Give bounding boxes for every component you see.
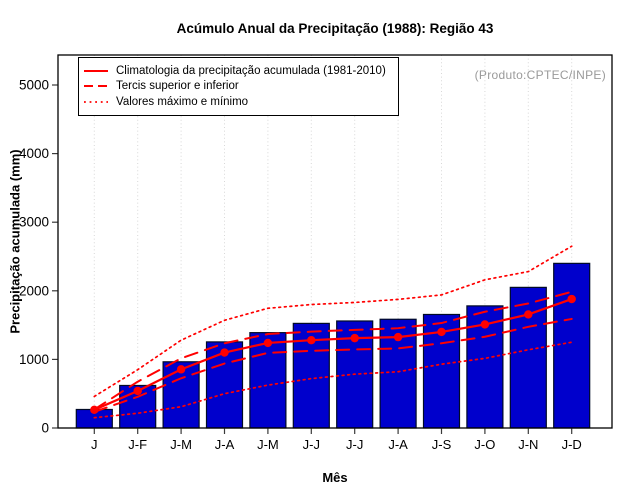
y-tick-label: 1000	[18, 351, 49, 367]
legend-dotted-line-icon	[84, 99, 108, 105]
legend-item	[84, 63, 398, 79]
x-tick-label: J-J	[302, 437, 320, 452]
climatology-point	[394, 333, 402, 341]
climatology-point	[351, 334, 359, 342]
x-tick-label: J-M	[257, 437, 279, 452]
climatology-point	[177, 365, 185, 373]
x-tick-label: J	[91, 437, 98, 452]
legend	[78, 57, 399, 116]
legend-solid-line-icon	[84, 68, 108, 74]
x-tick-label: J-J	[346, 437, 364, 452]
x-tick-label: J-M	[170, 437, 192, 452]
y-tick-label: 2000	[18, 283, 49, 299]
y-tick-label: 4000	[18, 146, 49, 162]
x-tick-label: J-D	[561, 437, 582, 452]
climatology-point	[134, 387, 142, 395]
x-tick-label: J-S	[431, 437, 452, 452]
legend-item	[84, 79, 398, 95]
legend-item-label: Tercis superior e inferior	[116, 80, 239, 93]
climatology-point	[264, 339, 272, 347]
climatology-point	[437, 328, 445, 336]
legend-item-label: Climatologia da precipitação acumulada (1981-2010)	[116, 64, 386, 77]
climatology-point	[481, 320, 489, 328]
climatology-point	[524, 310, 532, 318]
chart-title: Acúmulo Anual da Precipitação (1988): Região 43	[176, 21, 494, 36]
x-axis-title: Mês	[322, 470, 348, 485]
climatology-point	[220, 348, 228, 356]
bar	[554, 263, 590, 428]
bar	[510, 287, 546, 428]
x-tick-label: J-O	[474, 437, 496, 452]
producer-note: (Produto:CPTEC/INPE)	[474, 68, 606, 82]
y-tick-label: 0	[41, 420, 49, 436]
climatology-point	[90, 406, 98, 414]
x-tick-label: J-A	[388, 437, 408, 452]
x-tick-label: J-F	[128, 437, 148, 452]
y-axis-title	[1, 55, 29, 428]
climatology-point	[568, 295, 576, 303]
legend-item	[84, 94, 398, 110]
x-tick-label: J-A	[214, 437, 235, 452]
legend-item-label: Valores máximo e mínimo	[116, 95, 249, 108]
y-tick-label: 5000	[18, 77, 49, 93]
legend-dashed-line-icon	[84, 83, 108, 89]
y-tick-label: 3000	[18, 214, 49, 230]
y-axis-title-text: Precipitação acumulada (mm)	[7, 149, 23, 334]
climatology-point	[307, 336, 315, 344]
x-tick-label: J-N	[518, 437, 539, 452]
